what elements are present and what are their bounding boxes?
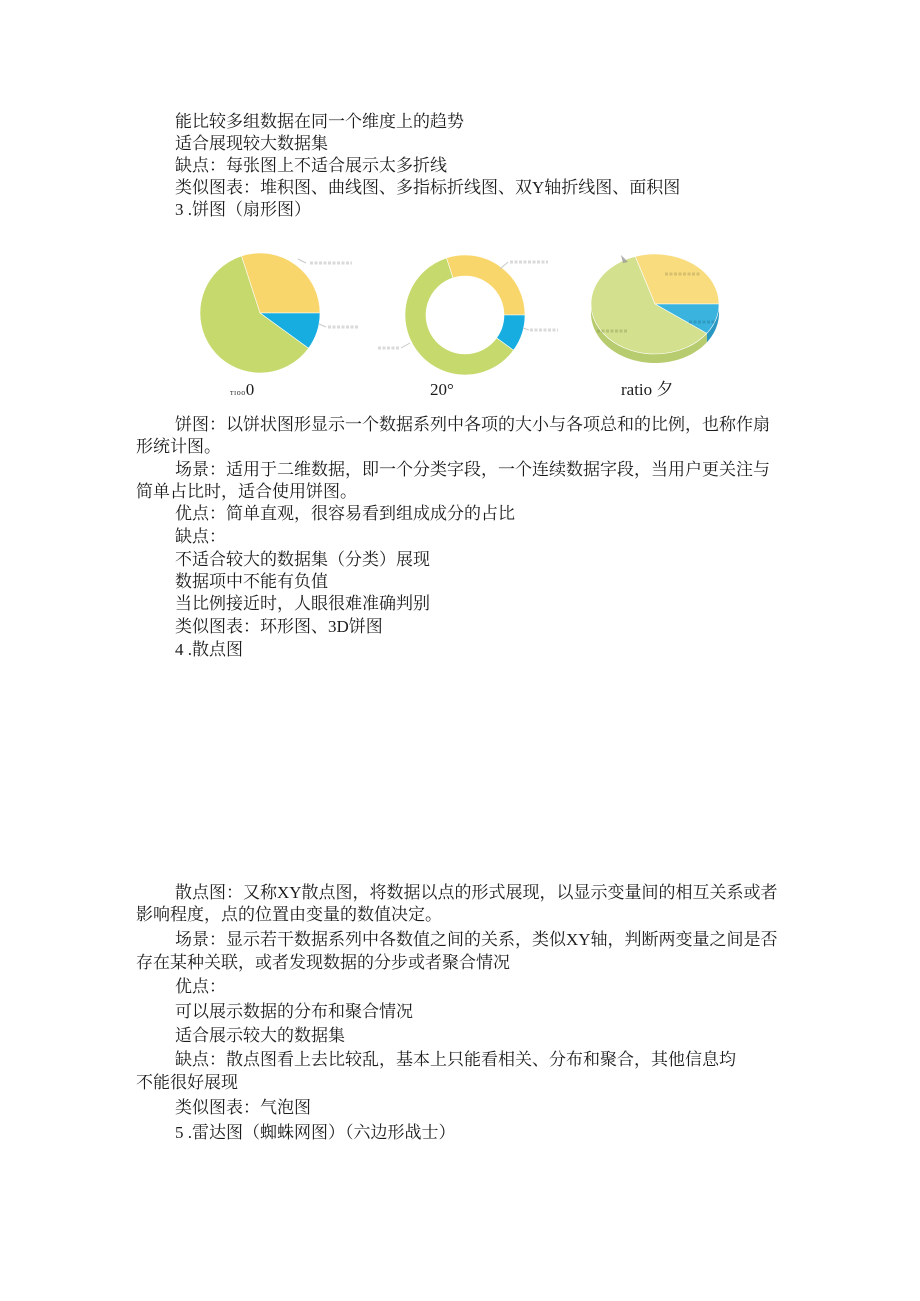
body-line: 简单占比时，适合使用饼图。 bbox=[136, 482, 357, 501]
leader-line bbox=[319, 324, 326, 327]
body-line: 能比较多组数据在同一个维度上的趋势 bbox=[175, 112, 464, 131]
body-line: 类似图表：堆积图、曲线图、多指标折线图、双Y轴折线图、面积图 bbox=[175, 178, 681, 197]
leader-line bbox=[298, 259, 306, 263]
figure-caption-3: ratio 夕 bbox=[621, 380, 674, 399]
body-line: 适合展示较大的数据集 bbox=[175, 1026, 345, 1045]
figure-caption-1 bbox=[230, 380, 254, 403]
body-line: 优点： bbox=[175, 977, 226, 996]
body-line: 优点：简单直观，很容易看到组成成分的占比 bbox=[175, 504, 515, 523]
body-line: 不适合较大的数据集（分类）展现 bbox=[175, 550, 430, 569]
body-line: 不能很好展现 bbox=[136, 1073, 238, 1092]
body-line: 饼图：以饼状图形显示一个数据系列中各项的大小与各项总和的比例，也称作扇 bbox=[175, 415, 770, 434]
body-line: 类似图表：气泡图 bbox=[175, 1098, 311, 1117]
section-heading-scatter: 4 .散点图 bbox=[175, 640, 243, 659]
body-line: 场景：适用于二维数据，即一个分类字段，一个连续数据字段，当用户更关注与 bbox=[175, 460, 770, 479]
caption-small-text: ᴛɪᴏᴏ bbox=[230, 388, 246, 397]
body-line: 形统计图。 bbox=[136, 437, 221, 456]
body-line: 缺点：每张图上不适合展示太多折线 bbox=[175, 156, 447, 175]
section-heading-pie: 3 .饼图（扇形图） bbox=[175, 200, 311, 219]
leader-line bbox=[500, 262, 508, 269]
pie-slice bbox=[446, 255, 525, 315]
body-line: 影响程度，点的位置由变量的数值决定。 bbox=[136, 905, 442, 924]
pie-chart-3 bbox=[591, 254, 719, 363]
caption-main-text: 0 bbox=[245, 380, 255, 399]
body-line: 场景：显示若干数据系列中各数值之间的关系，类似XY轴，判断两变量之间是否 bbox=[175, 930, 778, 949]
body-line: 数据项中不能有负值 bbox=[175, 572, 328, 591]
leader-line bbox=[523, 328, 529, 330]
body-line: 缺点： bbox=[175, 527, 226, 546]
pie-chart-1 bbox=[200, 253, 320, 373]
body-line: 缺点：散点图看上去比较乱，基本上只能看相关、分布和聚合，其他信息均 bbox=[175, 1050, 736, 1069]
pie-chart-2 bbox=[405, 255, 525, 375]
section-heading-radar: 5 .雷达图（蜘蛛网图）（六边形战士） bbox=[175, 1123, 456, 1142]
pie-slices-layer bbox=[200, 253, 719, 375]
body-line: 当比例接近时，人眼很难准确判别 bbox=[175, 594, 430, 613]
body-line: 散点图：又称XY散点图，将数据以点的形式展现，以显示变量间的相互关系或者 bbox=[175, 883, 778, 902]
body-line: 存在某种关联，或者发现数据的分步或者聚合情况 bbox=[136, 953, 510, 972]
body-line: 可以展示数据的分布和聚合情况 bbox=[175, 1002, 413, 1021]
leader-line bbox=[401, 343, 410, 348]
body-line: 适合展现较大数据集 bbox=[175, 134, 328, 153]
figure-caption-2: 20° bbox=[430, 380, 454, 399]
pie-chart-figures bbox=[0, 240, 920, 380]
body-line: 类似图表：环形图、3D饼图 bbox=[175, 617, 383, 636]
